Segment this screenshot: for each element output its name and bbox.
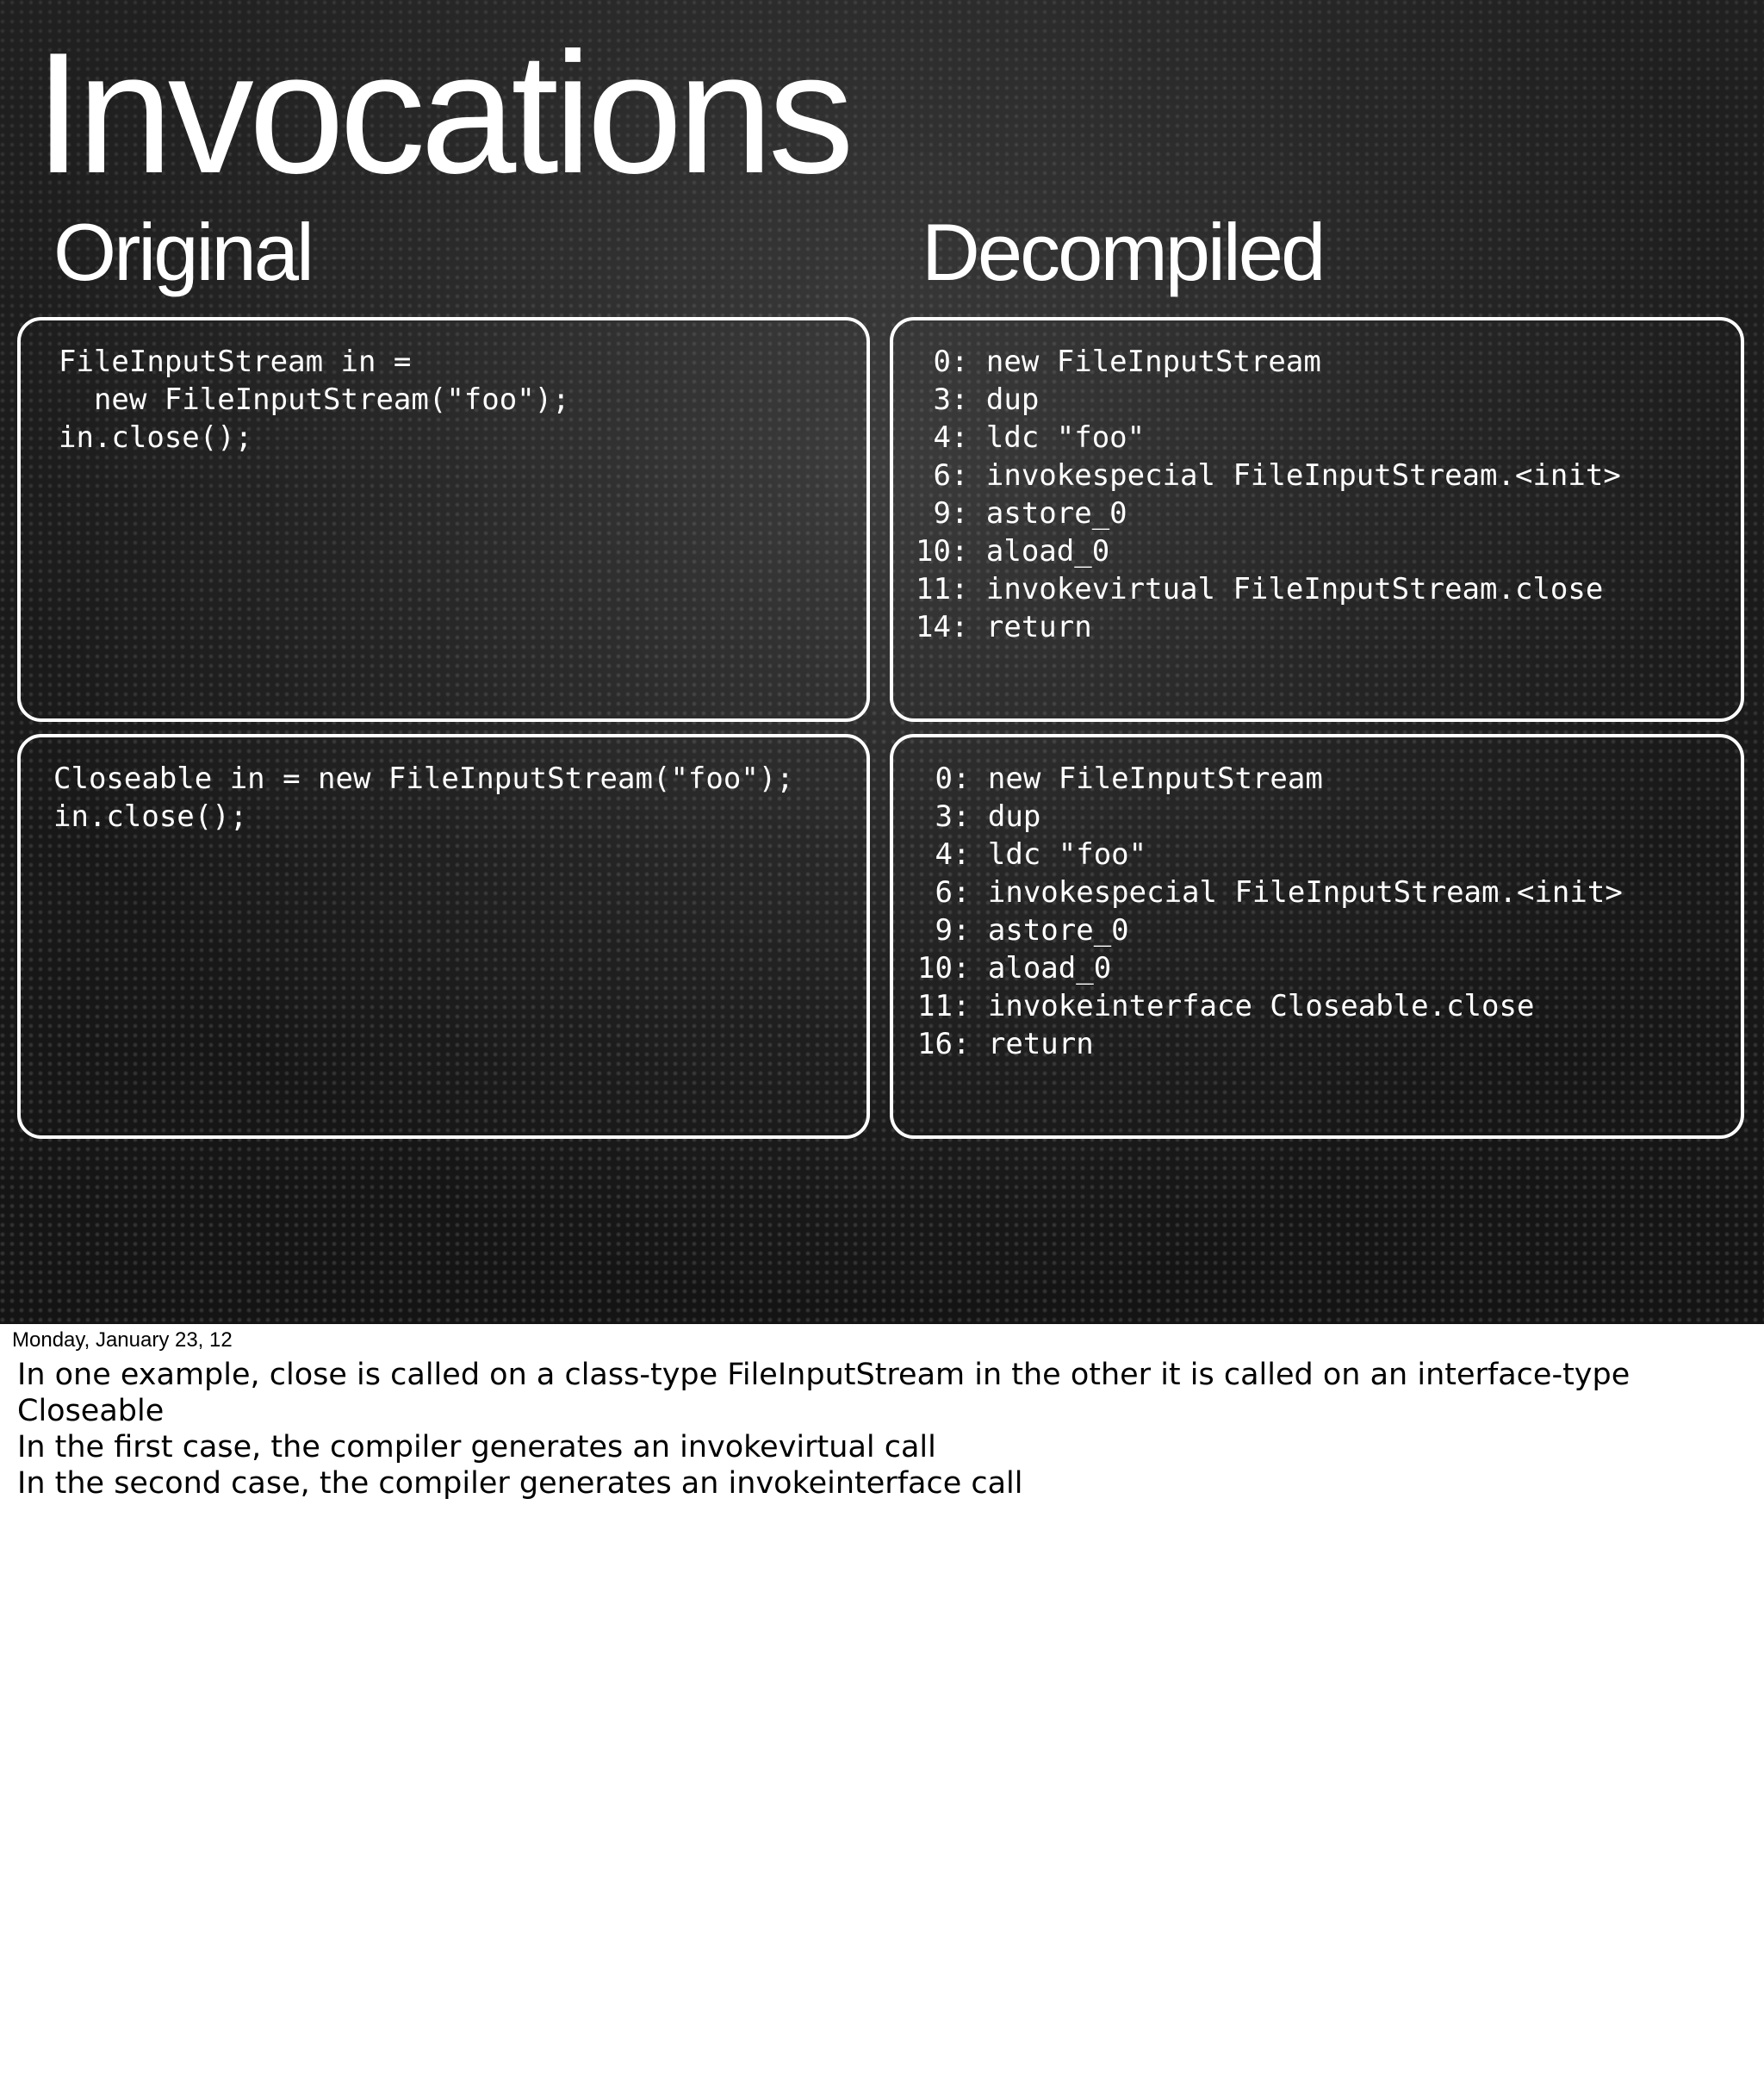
bytecode-line: 6: invokespecial FileInputStream.<init>: [916, 458, 1621, 493]
note-line: In one example, close is called on a class-type FileInputStream in the other it is called on an interface-type: [17, 1358, 1630, 1392]
bytecode-line: 10: aload_0: [917, 951, 1112, 986]
note-line: Closeable: [17, 1394, 165, 1428]
decompiled-code-2: [917, 760, 1623, 1063]
bytecode-line: 16: return: [917, 1027, 1094, 1061]
bytecode-line: 3: dup: [917, 799, 1041, 834]
decompiled-code-box-2: [890, 734, 1744, 1139]
decompiled-code-box-1: [890, 317, 1744, 722]
bytecode-line: 3: dup: [916, 382, 1040, 417]
bytecode-line: 0: new FileInputStream: [916, 345, 1321, 379]
decompiled-code-1: [916, 343, 1621, 646]
speaker-notes: [17, 1357, 1731, 1502]
code-line: Closeable in = new FileInputStream("foo");: [53, 762, 794, 796]
bytecode-line: 0: new FileInputStream: [917, 762, 1323, 796]
slide-date: Monday, January 23, 12: [12, 1328, 233, 1352]
bytecode-line: 9: astore_0: [917, 913, 1129, 948]
bytecode-line: 14: return: [916, 610, 1092, 644]
original-code-1: [59, 343, 570, 457]
bytecode-line: 9: astore_0: [916, 496, 1127, 531]
code-line: in.close();: [53, 799, 248, 834]
note-line: In the first case, the compiler generates an invokevirtual call: [17, 1430, 936, 1464]
original-heading: Original: [53, 207, 312, 297]
decompiled-heading: Decompiled: [922, 207, 1324, 297]
code-line: FileInputStream in =: [59, 345, 412, 379]
bytecode-line: 4: ldc "foo": [917, 837, 1147, 872]
note-line: In the second case, the compiler generates an invokeinterface call: [17, 1466, 1023, 1501]
original-code-box-2: [17, 734, 870, 1139]
bytecode-line: 4: ldc "foo": [916, 420, 1146, 455]
original-code-box-1: [17, 317, 870, 722]
code-line: new FileInputStream("foo");: [59, 382, 570, 417]
original-code-2: [53, 760, 794, 836]
code-line: in.close();: [59, 420, 253, 455]
bytecode-line: 6: invokespecial FileInputStream.<init>: [917, 875, 1623, 910]
bytecode-line: 11: invokevirtual FileInputStream.close: [916, 572, 1604, 606]
bytecode-line: 11: invokeinterface Closeable.close: [917, 989, 1535, 1023]
slide-title: Invocations: [34, 17, 849, 209]
bytecode-line: 10: aload_0: [916, 534, 1110, 569]
